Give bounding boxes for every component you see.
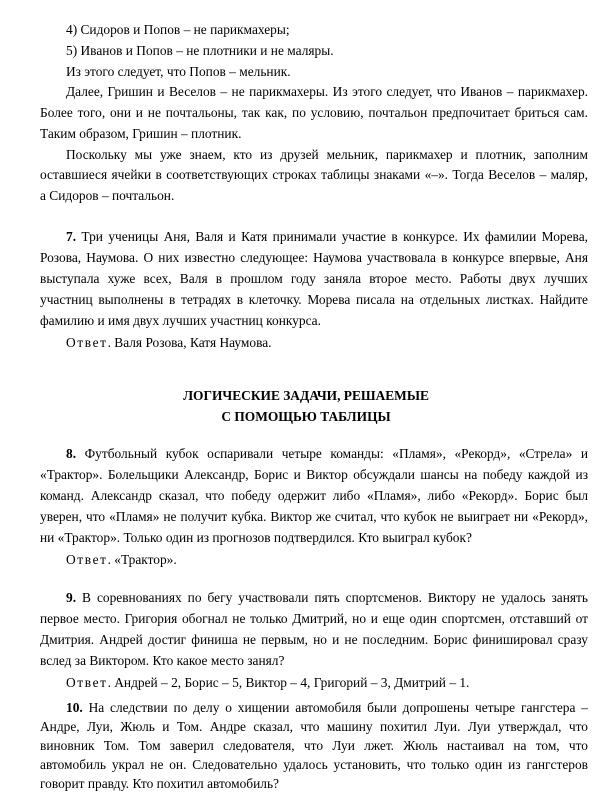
section-heading: С ПОМОЩЬЮ ТАБЛИЦЫ xyxy=(221,409,391,424)
answer-label: Ответ xyxy=(66,552,108,567)
problem-7-line: участниц выполнены в тетрадях в клеточку. Морева писала на отдельных листках. Найдите xyxy=(40,292,588,307)
problem-number: 10. xyxy=(66,700,83,715)
problem-8-line: 8. Футбольный кубок оспаривали четыре команды: «Пламя», «Рекорд», «Стрела» и xyxy=(66,446,588,461)
problem-number: 7. xyxy=(66,229,77,244)
problem-10-line: 10. На следствии по делу о хищении автомобиля были допрошены четыре гангстера – xyxy=(66,700,588,715)
problem-7-line: 7. Три ученицы Аня, Валя и Катя принимали участие в конкурсе. Их фамилии Морева, xyxy=(66,229,588,244)
text-line: оставшиеся ячейки в соответствующих строках таблицы знаками «–». Тогда Веселов – маляр, xyxy=(40,167,588,182)
text-line: Из этого следует, что Попов – мельник. xyxy=(66,64,291,79)
text-line: 4) Сидоров и Попов – не парикмахеры; xyxy=(66,22,290,37)
problem-8-line: ни «Трактор». Только один из прогнозов подтвердился. Кто выиграл кубок? xyxy=(40,530,472,545)
problem-10-line: виновник Том. Том заверил следователя, что Луи лжет. Жюль настаивал на том, что xyxy=(40,738,588,753)
problem-10-line: Андре, Луи, Жюль и Том. Андре сказал, что машину похитил Луи. Луи утверждал, что xyxy=(40,719,588,734)
answer-label: Ответ xyxy=(66,335,108,350)
answer-line: Ответ. «Трактор». xyxy=(66,552,177,567)
problem-9-line: вслед за Виктором. Кто какое место занял? xyxy=(40,653,285,668)
text-line: Более того, они и не почтальоны, так как, по условию, почтальон предпочитает бриться сам. xyxy=(40,105,588,120)
problem-7-line: выступала хуже всех, Валя в прошлом году заняла второе место. Работы двух лучших xyxy=(40,271,588,286)
problem-8-line: команд. Александр сказал, что победу одержит либо «Пламя», либо «Рекорд». Борис был xyxy=(40,488,588,503)
problem-number: 8. xyxy=(66,446,77,461)
text-line: Таким образом, Гришин – плотник. xyxy=(40,126,242,141)
problem-8-line: уверен, что «Пламя» не получит кубка. Виктор же считал, что кубок не выиграет ни «Рекорд», xyxy=(40,509,588,524)
answer-label: Ответ xyxy=(66,675,108,690)
problem-7-line: фамилию и имя двух лучших участниц конкурса. xyxy=(40,313,321,328)
problem-7-line: Розова, Наумова. О них известно следующее: Наумова участвовала в конкурсе впервые, Аня xyxy=(40,250,588,265)
text-line: 5) Иванов и Попов – не плотники и не маляры. xyxy=(66,43,334,58)
problem-9-line: первое место. Григория обогнал не только Дмитрий, но и еще один спортсмен, отставший от xyxy=(40,611,588,626)
answer-line: Ответ. Андрей – 2, Борис – 5, Виктор – 4, Григорий – 3, Дмитрий – 1. xyxy=(66,675,470,690)
problem-number: 9. xyxy=(66,590,77,605)
text-line: а Сидоров – почтальон. xyxy=(40,188,175,203)
answer-line: Ответ. Валя Розова, Катя Наумова. xyxy=(66,335,272,350)
problem-8-line: «Трактор». Болельщики Александр, Борис и Виктор обсуждали шансы на победу каждой из xyxy=(40,467,588,482)
problem-9-line: 9. В соревнованиях по бегу участвовали пять спортсменов. Виктору не удалось занять xyxy=(66,590,588,605)
text-line: Поскольку мы уже знаем, кто из друзей мельник, парикмахер и плотник, заполним xyxy=(66,147,588,162)
problem-10-line: автомобиль украл не он. Следовательно удалось установить, что только один из гангстеров xyxy=(40,757,588,772)
section-heading: ЛОГИЧЕСКИЕ ЗАДАЧИ, РЕШАЕМЫЕ xyxy=(183,388,429,403)
problem-9-line: Дмитрия. Андрей достиг финиша не первым, но и не последним. Борис финишировал сразу xyxy=(40,632,588,647)
problem-10-line: говорит правду. Кто похитил автомобиль? xyxy=(40,776,280,791)
text-line: Далее, Гришин и Веселов – не парикмахеры. Из этого следует, что Иванов – парикмахер. xyxy=(66,84,588,99)
